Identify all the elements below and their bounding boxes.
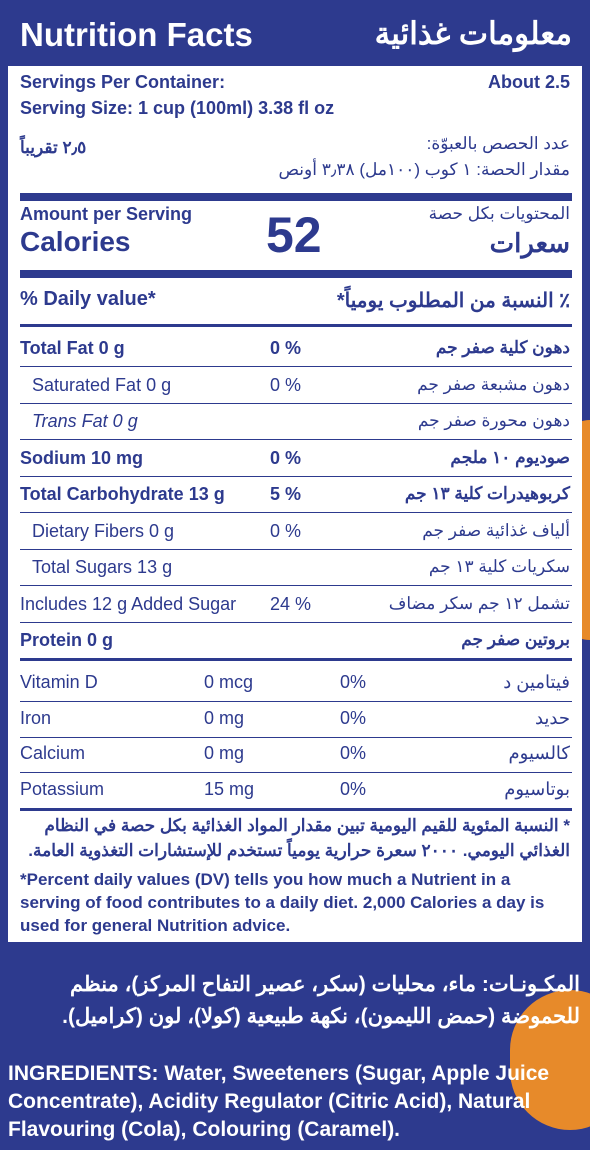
ingredients-ar-line1: المكـونـات: ماء، محليات (سكر، عصير التفاح المركز)، منظم (70, 973, 580, 996)
nutrient-name: Total Sugars 13 g (32, 557, 173, 577)
row-divider (20, 512, 572, 513)
nutrient-percent: 0 % (270, 338, 302, 358)
row-divider (20, 772, 572, 773)
title-en: Nutrition Facts (20, 16, 253, 53)
amount-per-serving-ar: المحتويات بكل حصة (428, 204, 570, 223)
row-divider (20, 549, 572, 550)
divider (20, 324, 572, 327)
nutrient-percent: 0 % (270, 448, 302, 468)
vitamin-name: Calcium (20, 743, 86, 763)
vitamin-name-ar: حديد (534, 708, 570, 728)
footnote-ar-line2: الغذائي اليومي. ٢٠٠٠ سعرة حرارية يومياً تستخدم للإستشارات التغذوية العامة. (28, 841, 570, 860)
nutrient-name-ar: دهون كلية صفر جم (435, 338, 570, 357)
servings-per-container-value: About 2.5 (487, 72, 570, 92)
vitamin-name-ar: فيتامين د (503, 672, 570, 692)
vitamin-name: Vitamin D (20, 672, 98, 692)
vitamin-amount: 15 mg (204, 779, 255, 799)
nutrient-name: Total Carbohydrate 13 g (20, 484, 225, 504)
vitamin-amount: 0 mg (204, 743, 245, 763)
nutrient-percent: 0 % (270, 521, 302, 541)
nutrient-name-ar: سكريات كلية ١٣ جم (428, 557, 570, 576)
footnote-ar-line1: * النسبة المئوية للقيم اليومية تبين مقدار المواد الغذائية بكل حصة في النظام (44, 816, 570, 835)
vitamin-name: Iron (20, 708, 52, 728)
ingredients-ar-line2: للحموضة (حمض الليمون)، نكهة طبيعية (كولا)، لون (كراميل). (62, 1005, 580, 1028)
vitamin-name-ar: كالسيوم (508, 743, 570, 763)
title-ar: معلومات غذائية (374, 16, 572, 51)
nutrient-name-ar: دهون محورة صفر جم (417, 411, 570, 430)
calories-ar: سعرات (489, 228, 570, 258)
vitamin-percent: 0% (340, 708, 367, 728)
ingredients-en-line1: INGREDIENTS: Water, Sweeteners (Sugar, Apple Juice (8, 1062, 550, 1085)
nutrient-name-ar: كربوهيدرات كلية ١٣ جم (404, 484, 570, 503)
ingredients-en-line2: Concentrate), Acidity Regulator (Citric Acid), Natural (8, 1090, 531, 1113)
row-divider (20, 439, 572, 440)
nutrient-name: Trans Fat 0 g (32, 411, 138, 431)
daily-value-header-ar: ٪ النسبة من المطلوب يومياً* (336, 290, 570, 312)
nutrient-name-ar: تشمل ١٢ جم سكر مضاف (388, 594, 570, 613)
servings-ar-per-container: عدد الحصص بالعبوّة: (426, 134, 570, 153)
nutrient-percent: 0 % (270, 375, 302, 395)
vitamin-amount: 0 mg (204, 708, 245, 728)
ingredients-en-line3: Flavouring (Cola), Colouring (Caramel). (8, 1118, 401, 1141)
calories-label: Calories (20, 226, 131, 257)
row-divider (20, 476, 572, 477)
servings-per-container-label: Servings Per Container: (20, 72, 226, 92)
row-divider (20, 737, 572, 738)
daily-value-header-en: % Daily value* (20, 288, 156, 310)
nutrient-name-ar: ألياف غذائية صفر جم (422, 521, 570, 540)
footnote-en-line1: *Percent daily values (DV) tells you how much a Nutrient in a (20, 870, 511, 889)
serving-size: Serving Size: 1 cup (100ml) 3.38 fl oz (20, 98, 335, 118)
nutrient-name-ar: بروتين صفر جم (461, 630, 570, 649)
nutrient-percent: 5 % (270, 484, 302, 504)
row-divider (20, 701, 572, 702)
vitamin-name-ar: بوتاسيوم (504, 779, 570, 799)
row-divider (20, 403, 572, 404)
nutrient-percent: 24 % (270, 594, 312, 614)
nutrient-name: Saturated Fat 0 g (32, 375, 172, 395)
amount-per-serving-label: Amount per Serving (20, 204, 193, 224)
vitamin-percent: 0% (340, 779, 367, 799)
footnote-en-line3: used for general Nutrition advice. (20, 916, 291, 935)
footnote-en-line2: serving of food contributes to a daily diet. 2,000 Calories a day is (20, 893, 545, 912)
thick-divider (20, 193, 572, 201)
calories-value: 52 (266, 207, 322, 263)
row-divider (20, 622, 572, 623)
row-divider (20, 585, 572, 586)
nutrition-facts-panel (8, 8, 582, 942)
servings-ar-value: ٢٫٥ تقريباً (20, 138, 87, 157)
divider (20, 658, 572, 661)
vitamin-name: Potassium (20, 779, 105, 799)
row-divider (20, 808, 572, 811)
nutrient-name: Dietary Fibers 0 g (32, 521, 175, 541)
nutrient-name: Protein 0 g (20, 630, 114, 650)
header-bar (8, 8, 582, 66)
serving-size-ar: مقدار الحصة: ١ كوب (١٠٠مل) ٣٫٣٨ أونص (278, 160, 570, 179)
row-divider (20, 366, 572, 367)
thick-divider (20, 270, 572, 278)
nutrient-name: Total Fat 0 g (20, 338, 125, 358)
nutrient-name: Includes 12 g Added Sugar (20, 594, 237, 614)
vitamin-percent: 0% (340, 743, 367, 763)
nutrient-name: Sodium 10 mg (20, 448, 144, 468)
nutrient-name-ar: صوديوم ١٠ ملجم (450, 448, 570, 467)
nutrient-name-ar: دهون مشبعة صفر جم (417, 375, 570, 394)
vitamin-percent: 0% (340, 672, 367, 692)
vitamin-amount: 0 mcg (204, 672, 254, 692)
